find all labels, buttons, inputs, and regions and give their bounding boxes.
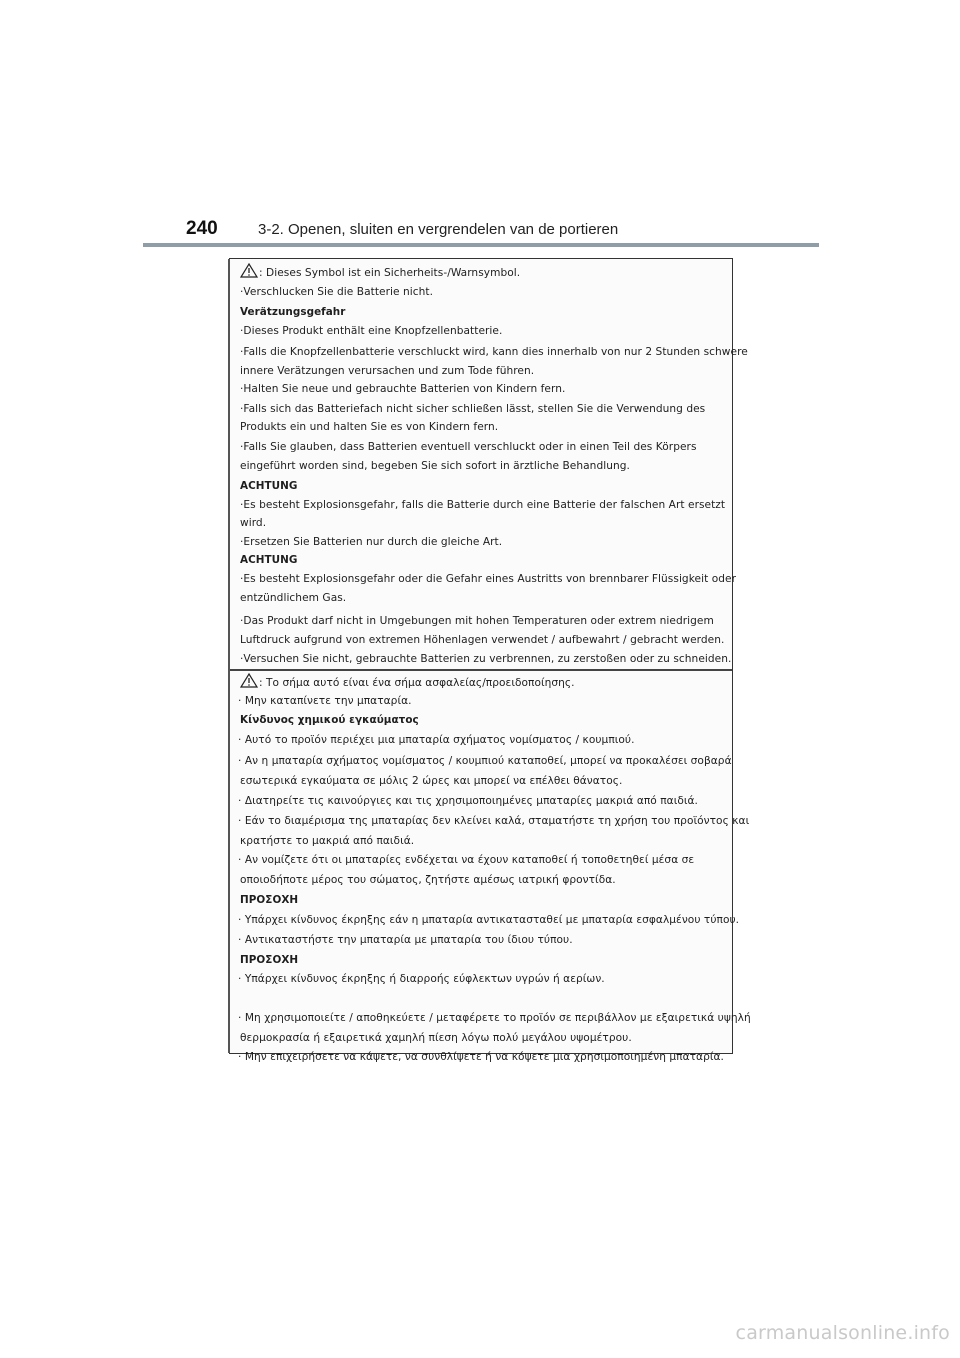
greek-line: · Υπάρχει κίνδυνος έκρηξης εάν η μπαταρία αντικατασταθεί με μπαταρία εσφαλμένου τύπου. [238,914,740,926]
greek-line: · Διατηρείτε τις καινούργιες και τις χρησιμοποιημένες μπαταρίες μακριά από παιδιά. [238,795,698,807]
page-number: 240 [186,218,218,239]
german-line: entzündlichem Gas. [240,592,347,604]
german-line: ·Ersetzen Sie Batterien nur durch die gleiche Art. [240,536,503,548]
greek-line: · Μην καταπίνετε την μπαταρία. [238,695,412,707]
german-line: ·Falls sich das Batteriefach nicht sicher schließen lässt, stellen Sie die Verwendung des [240,403,706,415]
greek-heading: ΠΡΟΣΟΧΗ [240,954,299,966]
german-heading: ACHTUNG [240,480,298,492]
german-line: eingeführt worden sind, begeben Sie sich sofort in ärztliche Behandlung. [240,460,630,472]
german-line: ·Verschlucken Sie die Batterie nicht. [240,286,434,298]
german-line: ·Versuchen Sie nicht, gebrauchte Batterien zu verbrennen, zu zerstoßen oder zu schneiden. [240,653,732,665]
greek-line: κρατήστε το μακριά από παιδιά. [240,835,415,847]
scanned-warning-label [229,258,751,1063]
chapter-title: 3-2. Openen, sluiten en vergrendelen van de portieren [258,221,619,238]
greek-line: εσωτερικά εγκαύματα σε μόλις 2 ώρες και μπορεί να επέλθει θάνατος. [240,775,623,787]
german-heading: Verätzungsgefahr [240,306,346,318]
greek-line: · Υπάρχει κίνδυνος έκρηξης ή διαρροής εύφλεκτων υγρών ή αερίων. [238,973,605,985]
german-line: innere Verätzungen verursachen und zum Tode führen. [240,365,535,377]
warning-triangle-icon [240,673,258,691]
greek-line: · Μην επιχειρήσετε να κάψετε, να συνθλίψετε ή να κόψετε μια χρησιμοποιημένη μπαταρία. [238,1051,724,1063]
greek-heading: ΠΡΟΣΟΧΗ [240,894,299,906]
german-line: ·Halten Sie neue und gebrauchte Batterien von Kindern fern. [240,383,566,395]
german-line: Produkts ein und halten Sie es von Kindern fern. [240,421,499,433]
german-line: ·Es besteht Explosionsgefahr, falls die Batterie durch eine Batterie der falschen Art ersetzt [240,499,726,511]
german-line: ·Falls Sie glauben, dass Batterien eventuell verschluckt oder in einen Teil des Körpers [240,441,697,453]
german-warning-section [230,259,748,669]
german-line: Luftdruck aufgrund von extremen Höhenlagen verwendet / aufbewahrt / gebracht werden. [240,634,725,646]
german-heading: ACHTUNG [240,554,298,566]
german-line: ·Dieses Produkt enthält eine Knopfzellenbatterie. [240,325,503,337]
german-line: ·Es besteht Explosionsgefahr oder die Gefahr eines Austritts von brennbarer Flüssigkeit oder [240,573,736,585]
header-rule [143,243,819,247]
greek-symbol-line [240,673,575,691]
greek-line: θερμοκρασία ή εξαιρετικά χαμηλή πίεση λόγω πολύ μεγάλου υψομέτρου. [240,1032,632,1044]
german-symbol-text: : Dieses Symbol ist ein Sicherheits-/Warnsymbol. [259,267,521,279]
greek-symbol-text: : Το σήμα αυτό είναι ένα σήμα ασφαλείας/προειδοποίησης. [259,677,575,689]
greek-line: · Εάν το διαμέρισμα της μπαταρίας δεν κλείνει καλά, σταματήστε τη χρήση του προϊόντος και [238,815,750,827]
greek-warning-section [230,671,751,1063]
greek-line: · Αν νομίζετε ότι οι μπαταρίες ενδέχεται να έχουν καταποθεί ή τοποθετηθεί μέσα σε [238,854,695,866]
greek-line: · Μη χρησιμοποιείτε / αποθηκεύετε / μεταφέρετε το προϊόν σε περιβάλλον με εξαιρετικά υψηλή [238,1012,751,1024]
german-line: wird. [240,517,267,529]
greek-line: οποιοδήποτε μέρος του σώματος, ζητήστε αμέσως ιατρική φροντίδα. [240,874,616,886]
german-line: ·Das Produkt darf nicht in Umgebungen mit hohen Temperaturen oder extrem niedrigem [240,615,714,627]
german-symbol-line [240,263,520,281]
greek-line: · Αντικαταστήστε την μπαταρία με μπαταρία του ίδιου τύπου. [238,934,573,946]
warning-triangle-icon [240,263,258,281]
german-line: ·Falls die Knopfzellenbatterie verschluckt wird, kann dies innerhalb von nur 2 Stunden schwere [240,346,748,358]
greek-line: · Αυτό το προϊόν περιέχει μια μπαταρία σχήματος νομίσματος / κουμπιού. [238,734,635,746]
greek-heading: Κίνδυνος χημικού εγκαύματος [240,714,419,726]
watermark: carmanualsonline.info [735,1322,950,1344]
greek-line: · Αν η μπαταρία σχήματος νομίσματος / κουμπιού καταποθεί, μπορεί να προκαλέσει σοβαρά [238,755,732,767]
